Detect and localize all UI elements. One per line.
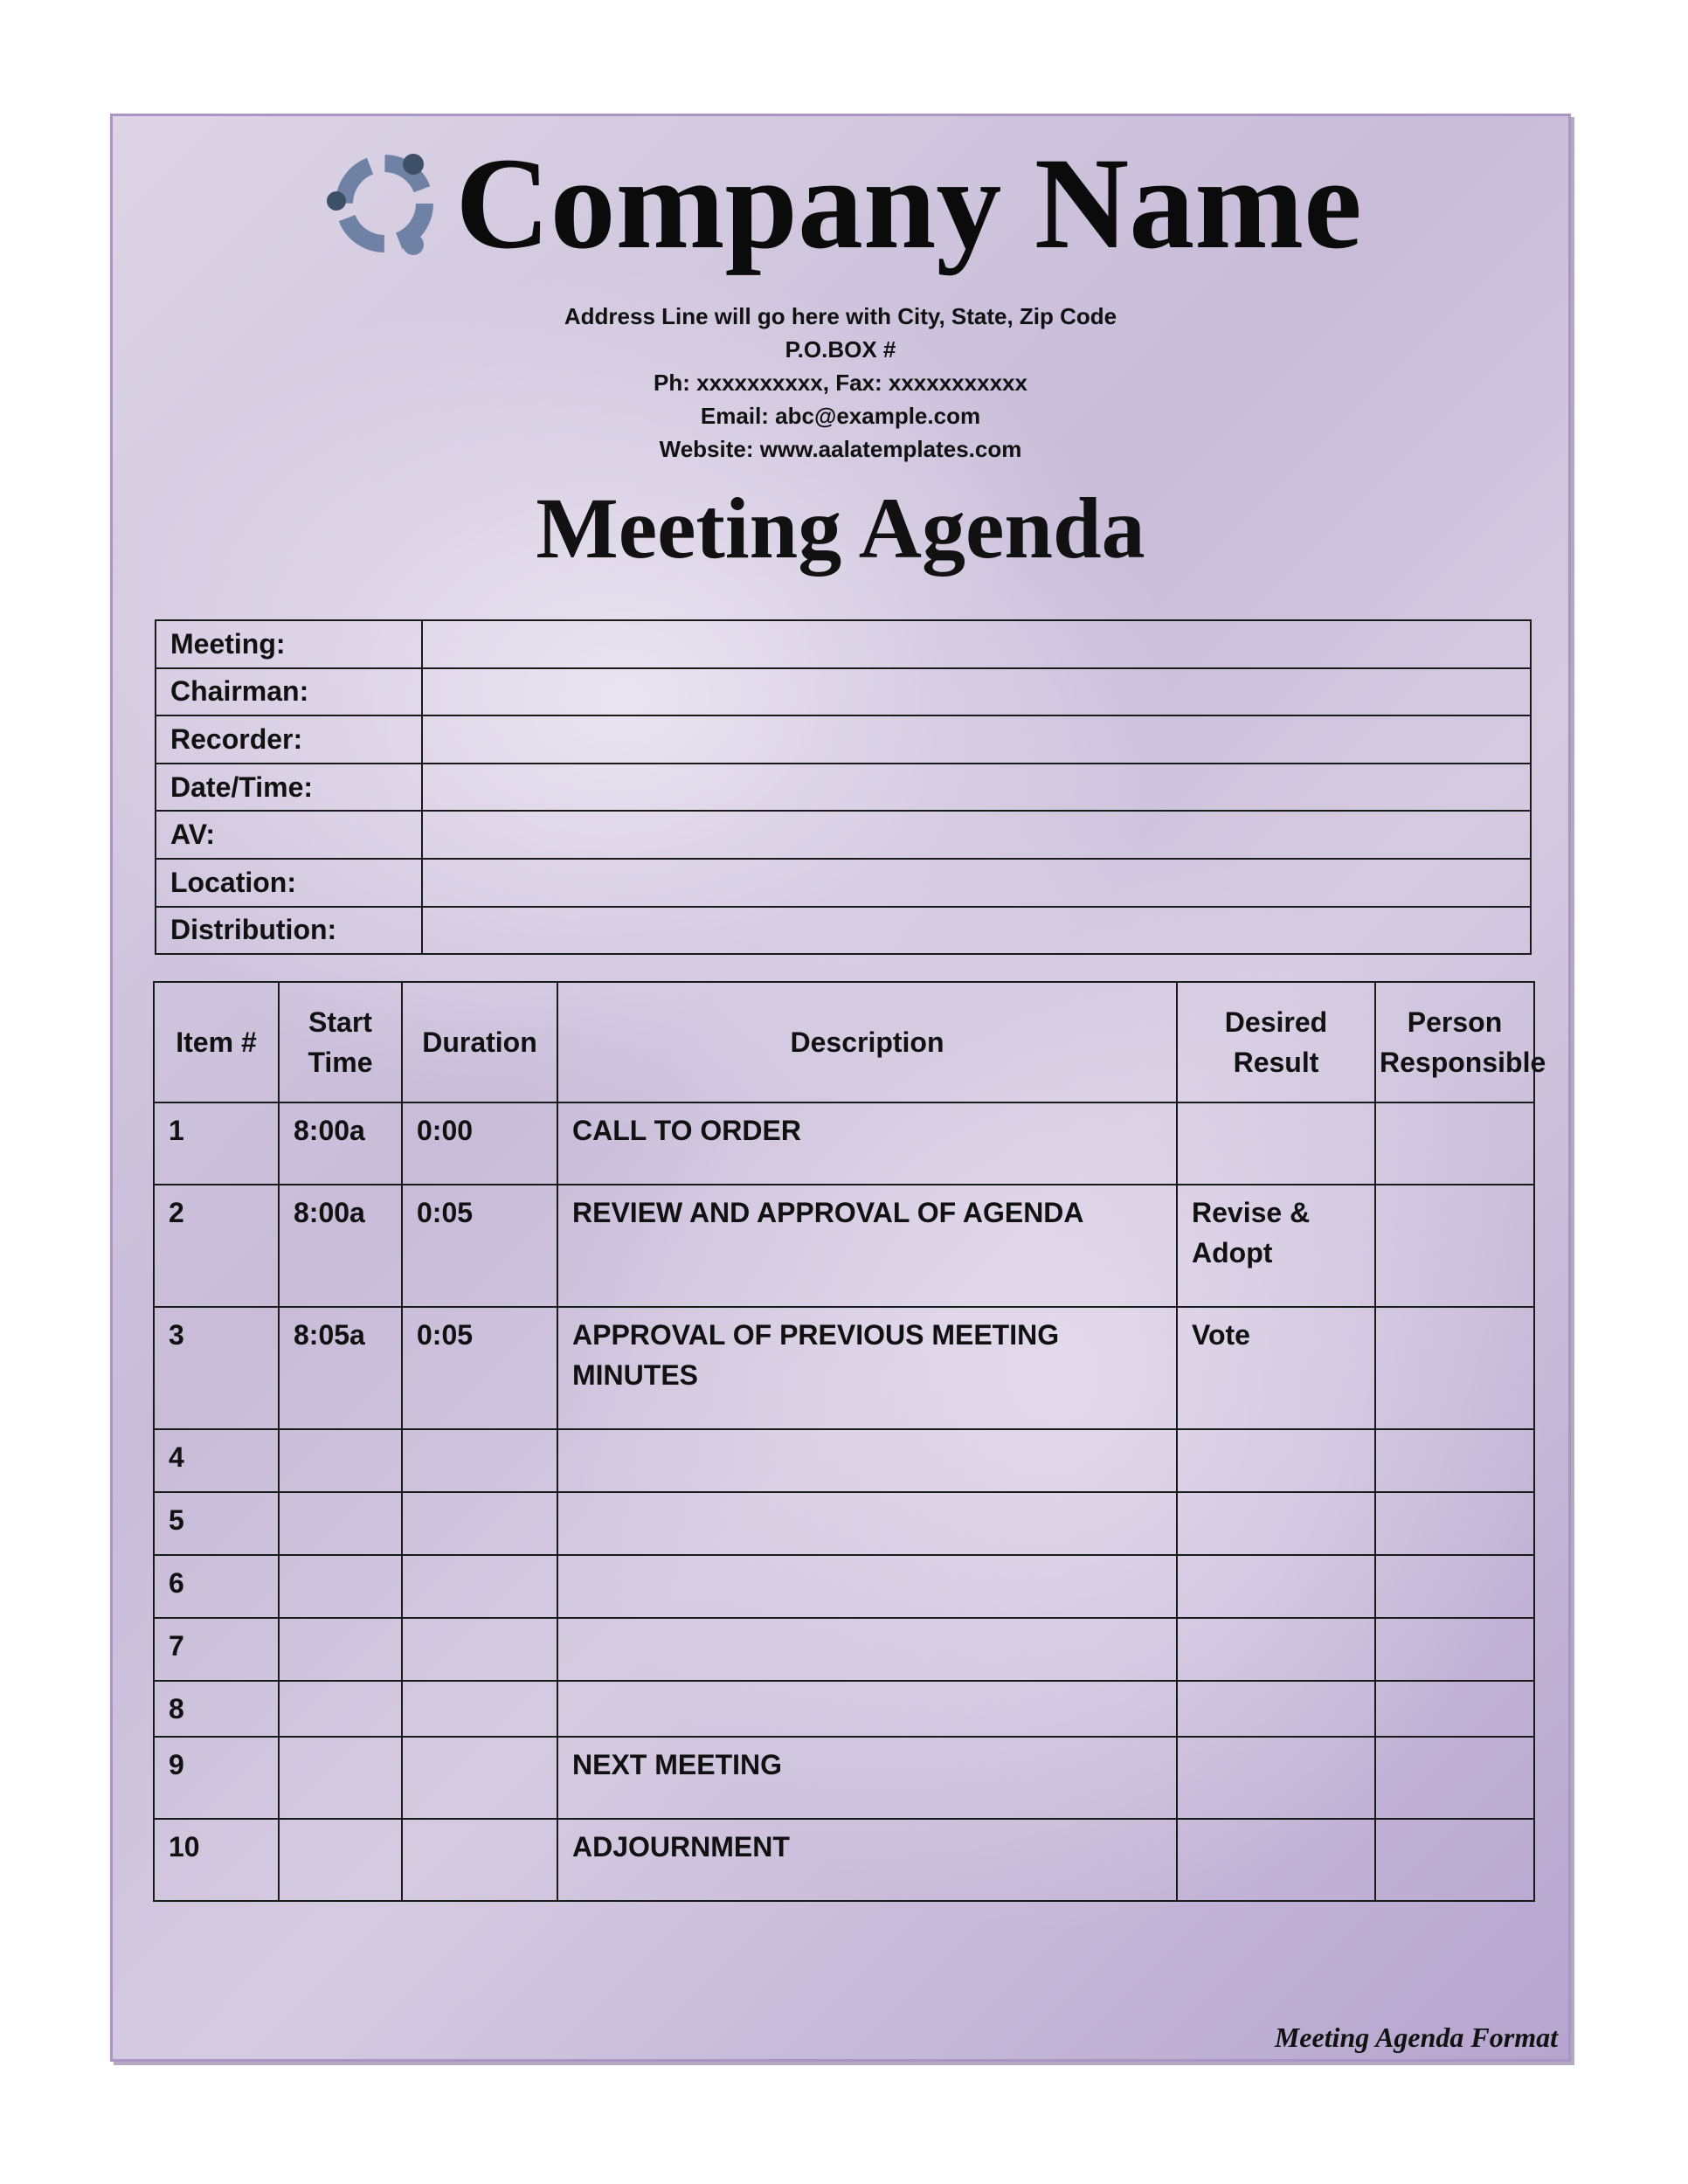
- info-label: Date/Time:: [156, 764, 422, 812]
- column-header-start-time: Start Time: [279, 982, 402, 1102]
- agenda-cell-description[interactable]: APPROVAL OF PREVIOUS MEETING MINUTES: [557, 1307, 1177, 1429]
- agenda-cell-start-time[interactable]: 8:00a: [279, 1102, 402, 1185]
- agenda-cell-person-responsible[interactable]: [1375, 1429, 1534, 1492]
- info-value-field[interactable]: [422, 715, 1531, 764]
- agenda-cell-desired-result[interactable]: [1177, 1618, 1375, 1681]
- info-row: [156, 620, 1531, 668]
- agenda-cell-duration[interactable]: 0:05: [402, 1185, 557, 1307]
- agenda-cell-start-time[interactable]: [279, 1492, 402, 1555]
- info-row: [156, 668, 1531, 716]
- agenda-cell-item-number: 9: [154, 1737, 279, 1819]
- info-row: [156, 764, 1531, 812]
- agenda-cell-duration[interactable]: [402, 1681, 557, 1737]
- agenda-cell-start-time[interactable]: [279, 1618, 402, 1681]
- agenda-cell-person-responsible[interactable]: [1375, 1681, 1534, 1737]
- info-row: [156, 859, 1531, 907]
- agenda-row: [154, 1307, 1534, 1429]
- agenda-cell-start-time[interactable]: [279, 1681, 402, 1737]
- info-row: [156, 811, 1531, 859]
- agenda-cell-desired-result[interactable]: [1177, 1681, 1375, 1737]
- agenda-cell-start-time[interactable]: [279, 1819, 402, 1901]
- agenda-cell-start-time[interactable]: [279, 1737, 402, 1819]
- agenda-cell-item-number: 6: [154, 1555, 279, 1618]
- document-title: Meeting Agenda: [536, 480, 1145, 577]
- info-value-field[interactable]: [422, 620, 1531, 668]
- agenda-row: [154, 1185, 1534, 1307]
- column-header-description: Description: [557, 982, 1177, 1102]
- agenda-cell-duration[interactable]: [402, 1618, 557, 1681]
- agenda-row: [154, 1555, 1534, 1618]
- agenda-cell-duration[interactable]: [402, 1429, 557, 1492]
- agenda-cell-item-number: 10: [154, 1819, 279, 1901]
- company-name: Company Name: [455, 131, 1362, 276]
- agenda-cell-desired-result[interactable]: [1177, 1102, 1375, 1185]
- agenda-cell-duration[interactable]: [402, 1555, 557, 1618]
- agenda-cell-desired-result[interactable]: [1177, 1819, 1375, 1901]
- letterhead: [113, 131, 1568, 276]
- column-header-item-number: Item #: [154, 982, 279, 1102]
- info-label: Chairman:: [156, 668, 422, 716]
- phone-fax: Ph: xxxxxxxxxx, Fax: xxxxxxxxxxx: [654, 370, 1027, 396]
- agenda-row: [154, 1492, 1534, 1555]
- agenda-cell-start-time[interactable]: 8:05a: [279, 1307, 402, 1429]
- agenda-cell-description[interactable]: [557, 1681, 1177, 1737]
- agenda-cell-desired-result[interactable]: [1177, 1429, 1375, 1492]
- info-row: [156, 715, 1531, 764]
- agenda-cell-person-responsible[interactable]: [1375, 1555, 1534, 1618]
- info-label: Distribution:: [156, 907, 422, 955]
- agenda-row: [154, 1681, 1534, 1737]
- agenda-cell-item-number: 4: [154, 1429, 279, 1492]
- agenda-cell-duration[interactable]: [402, 1819, 557, 1901]
- column-header-desired-result: Desired Result: [1177, 982, 1375, 1102]
- column-header-duration: Duration: [402, 982, 557, 1102]
- agenda-row: [154, 1102, 1534, 1185]
- agenda-cell-description[interactable]: ADJOURNMENT: [557, 1819, 1177, 1901]
- agenda-row: [154, 1737, 1534, 1819]
- agenda-cell-start-time[interactable]: [279, 1429, 402, 1492]
- agenda-cell-desired-result[interactable]: [1177, 1737, 1375, 1819]
- agenda-cell-description[interactable]: NEXT MEETING: [557, 1737, 1177, 1819]
- contact-block: [113, 300, 1568, 466]
- email: Email: abc@example.com: [700, 403, 981, 429]
- info-label: AV:: [156, 811, 422, 859]
- agenda-cell-duration[interactable]: [402, 1737, 557, 1819]
- agenda-cell-desired-result[interactable]: Revise & Adopt: [1177, 1185, 1375, 1307]
- info-value-field[interactable]: [422, 668, 1531, 716]
- agenda-cell-person-responsible[interactable]: [1375, 1819, 1534, 1901]
- agenda-row: [154, 1618, 1534, 1681]
- agenda-cell-description[interactable]: [557, 1429, 1177, 1492]
- agenda-cell-description[interactable]: CALL TO ORDER: [557, 1102, 1177, 1185]
- agenda-cell-desired-result[interactable]: Vote: [1177, 1307, 1375, 1429]
- info-value-field[interactable]: [422, 764, 1531, 812]
- agenda-cell-description[interactable]: [557, 1618, 1177, 1681]
- website: Website: www.aalatemplates.com: [659, 436, 1022, 462]
- agenda-table: [153, 981, 1546, 1902]
- agenda-cell-start-time[interactable]: 8:00a: [279, 1185, 402, 1307]
- ring-of-people-logo-icon: [319, 138, 450, 269]
- agenda-cell-person-responsible[interactable]: [1375, 1307, 1534, 1429]
- agenda-page: [110, 114, 1571, 2062]
- agenda-cell-duration[interactable]: [402, 1492, 557, 1555]
- agenda-cell-item-number: 3: [154, 1307, 279, 1429]
- address-line: Address Line will go here with City, State, Zip Code: [564, 303, 1117, 329]
- info-row: [156, 907, 1531, 955]
- agenda-cell-start-time[interactable]: [279, 1555, 402, 1618]
- column-header-person-responsible: Person Responsible: [1375, 982, 1534, 1102]
- agenda-cell-duration[interactable]: 0:00: [402, 1102, 557, 1185]
- agenda-cell-description[interactable]: REVIEW AND APPROVAL OF AGENDA: [557, 1185, 1177, 1307]
- info-label: Meeting:: [156, 620, 422, 668]
- agenda-cell-person-responsible[interactable]: [1375, 1102, 1534, 1185]
- info-label: Recorder:: [156, 715, 422, 764]
- agenda-cell-description[interactable]: [557, 1555, 1177, 1618]
- agenda-cell-person-responsible[interactable]: [1375, 1492, 1534, 1555]
- footer-note: Meeting Agenda Format: [1274, 2022, 1558, 2053]
- meeting-info-table: [155, 619, 1532, 955]
- info-value-field[interactable]: [422, 907, 1531, 955]
- info-value-field[interactable]: [422, 811, 1531, 859]
- agenda-cell-person-responsible[interactable]: [1375, 1618, 1534, 1681]
- agenda-cell-desired-result[interactable]: [1177, 1555, 1375, 1618]
- agenda-cell-duration[interactable]: 0:05: [402, 1307, 557, 1429]
- agenda-cell-person-responsible[interactable]: [1375, 1185, 1534, 1307]
- agenda-cell-description[interactable]: [557, 1492, 1177, 1555]
- agenda-row: [154, 1429, 1534, 1492]
- agenda-cell-item-number: 2: [154, 1185, 279, 1307]
- info-label: Location:: [156, 859, 422, 907]
- agenda-cell-desired-result[interactable]: [1177, 1492, 1375, 1555]
- agenda-cell-item-number: 8: [154, 1681, 279, 1737]
- agenda-cell-item-number: 5: [154, 1492, 279, 1555]
- po-box: P.O.BOX #: [785, 336, 896, 363]
- agenda-cell-item-number: 7: [154, 1618, 279, 1681]
- agenda-row: [154, 1819, 1534, 1901]
- info-value-field[interactable]: [422, 859, 1531, 907]
- agenda-cell-person-responsible[interactable]: [1375, 1737, 1534, 1819]
- agenda-cell-item-number: 1: [154, 1102, 279, 1185]
- agenda-header-row: [154, 982, 1534, 1102]
